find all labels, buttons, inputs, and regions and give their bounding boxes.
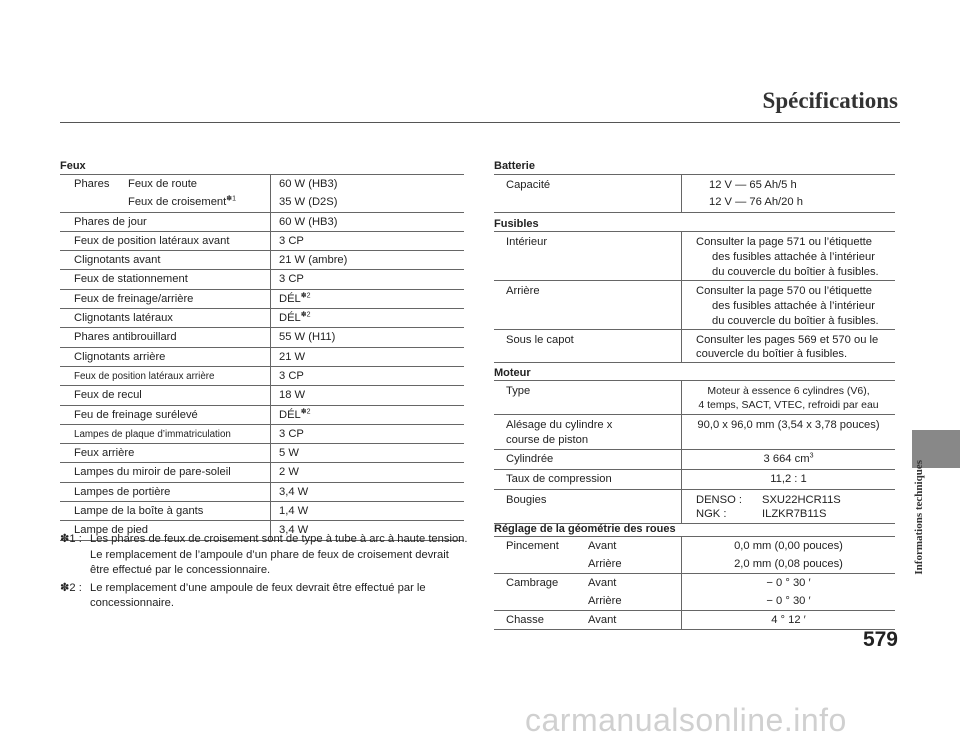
footnote-marker: ✽2	[300, 407, 311, 415]
spark-plug-brand: DENSO :	[696, 494, 743, 506]
row-sublabel: Avant	[588, 614, 617, 626]
row-value: $DÉL^{✽2}$	[279, 407, 311, 421]
row-label: Lampes de portière	[74, 485, 171, 498]
row-value: 3 CP	[279, 234, 304, 247]
footnote-text: Le remplacement d’une ampoule de feux devrait être effectué par le concessionnaire.	[90, 581, 426, 609]
footnote-marker: ✽2 :	[60, 581, 82, 594]
row-label: Lampe de pied	[74, 524, 149, 537]
row-value: 3,4 W	[279, 524, 309, 537]
row-label: Sous le capot	[506, 334, 574, 346]
row-label: Phares antibrouillard	[74, 331, 177, 344]
row-label: Lampes de plaque d’immatriculation	[74, 428, 231, 440]
title-divider	[60, 122, 900, 123]
row-label: Chasse	[506, 614, 544, 626]
row-value: 5 W	[279, 447, 299, 460]
table-row	[60, 386, 464, 405]
feux-heading: Feux	[60, 160, 86, 172]
geometrie-heading: Réglage de la géométrie des roues	[494, 523, 676, 535]
table-row	[494, 470, 895, 490]
row-value: 55 W (H11)	[279, 331, 336, 344]
row-value-line: Consulter les pages 569 et 570 ou le	[696, 334, 879, 346]
row-value: 1,4 W	[279, 505, 309, 518]
row-value-line: 4 temps, SACT, VTEC, refroidi par eau	[698, 399, 879, 411]
row-value: 3 CP	[279, 273, 304, 286]
footnote-text: Les phares de feux de croisement sont de type à tube à arc à haute tension. Le remplacement de l’ampoule d’un phare de feux de croisement devrait être effectué par le concessionnaire.	[90, 533, 468, 576]
table-row	[60, 348, 464, 367]
row-label: Type	[506, 385, 531, 397]
row-sublabel: Avant	[588, 577, 617, 589]
watermark: carmanualsonline.info	[525, 702, 847, 738]
table-row	[60, 502, 464, 521]
footnote	[60, 532, 470, 579]
table-row	[60, 483, 464, 502]
row-label: Feux arrière	[74, 447, 135, 460]
row-value-line: couvercle du boîtier à fusibles.	[696, 348, 848, 360]
footnote-marker: ✽1 :	[60, 533, 82, 545]
row-value: 2 W	[279, 466, 299, 479]
fusibles-table	[494, 231, 895, 363]
row-label: Cylindrée	[506, 453, 554, 465]
row-label: Arrière	[506, 285, 540, 297]
row-value-line: Moteur à essence 6 cylindres (V6),	[707, 385, 870, 397]
table-row	[60, 309, 464, 328]
table-row	[494, 555, 895, 574]
row-value: 4 ° 12 ′	[771, 614, 806, 626]
row-value: 3 CP	[279, 427, 304, 440]
row-value: 21 W	[279, 350, 306, 363]
row-label: Intérieur	[506, 236, 548, 248]
spark-plug-model: ILZKR7B11S	[762, 508, 827, 520]
row-value: − 0 ° 30 ′	[766, 595, 811, 607]
spark-plug-brand: NGK :	[696, 508, 727, 520]
row-value: − 0 ° 30 ′	[766, 577, 811, 589]
row-label: Feux de stationnement	[74, 273, 188, 286]
moteur-heading: Moteur	[494, 367, 531, 379]
table-row	[60, 444, 464, 463]
table-row	[494, 415, 895, 450]
row-value-line: Consulter la page 571 ou l’étiquette	[696, 236, 873, 248]
table-row	[60, 290, 464, 309]
batterie-heading: Batterie	[494, 160, 535, 172]
footnote-marker: ✽2	[300, 311, 311, 319]
row-label: Feux de position latéraux arrière	[74, 370, 215, 382]
row-label: Feux de recul	[74, 389, 142, 402]
table-row	[494, 232, 895, 281]
row-label-line: course de piston	[506, 434, 589, 446]
row-value: 3 664 $cm^3$	[763, 452, 814, 465]
table-row	[494, 330, 895, 362]
page-title: Spécifications	[762, 88, 898, 113]
row-value: 2,0 mm (0,08 pouces)	[734, 558, 843, 570]
row-label: Phares	[74, 178, 110, 190]
row-value: $DÉL^{✽2}$	[279, 311, 311, 325]
row-value: 60 W (HB3)	[279, 178, 338, 190]
superscript: 3	[809, 452, 814, 460]
row-value: 12 V — 65 Ah/5 h	[709, 179, 797, 191]
row-value: 21 W (ambre)	[279, 254, 348, 267]
footnote-marker: ✽1	[226, 195, 237, 203]
row-value-line: du couvercle du boîtier à fusibles.	[712, 266, 879, 278]
row-label-line: Alésage du cylindre x	[506, 419, 613, 431]
row-value: 60 W (HB3)	[279, 215, 338, 228]
feux-table	[60, 174, 464, 541]
row-value: 90,0 x 96,0 mm (3,54 x 3,78 pouces)	[697, 419, 880, 431]
row-label: Feux de position latéraux avant	[74, 234, 230, 247]
row-label: Capacité	[506, 179, 551, 191]
table-row	[494, 381, 895, 415]
row-sublabel: Arrière	[588, 595, 622, 607]
row-sublabel: Feux de route	[128, 178, 198, 190]
row-label: Cambrage	[506, 577, 559, 589]
row-label: Lampe de la boîte à gants	[74, 505, 204, 518]
table-row	[60, 328, 464, 347]
row-value-line: des fusibles attachée à l’intérieur	[712, 251, 875, 263]
row-value: 35 W (D2S)	[279, 196, 338, 209]
table-row	[494, 450, 895, 470]
table-row	[494, 175, 895, 212]
geometrie-table	[494, 536, 895, 630]
footnote	[60, 581, 470, 612]
row-label: Bougies	[506, 494, 547, 506]
table-row	[60, 232, 464, 251]
table-row	[60, 406, 464, 425]
row-value-line: du couvercle du boîtier à fusibles.	[712, 315, 879, 327]
row-sublabel: Feux de croisement$^{✽1}$	[128, 195, 237, 209]
table-row	[60, 193, 464, 212]
row-label: Clignotants arrière	[74, 350, 166, 363]
row-value-line: des fusibles attachée à l’intérieur	[712, 300, 875, 312]
row-value: 18 W	[279, 389, 306, 402]
table-row	[494, 537, 895, 555]
row-label: Pincement	[506, 540, 559, 552]
row-value-line: Consulter la page 570 ou l’étiquette	[696, 285, 873, 297]
table-row	[60, 425, 464, 444]
table-row	[60, 463, 464, 482]
table-row	[60, 213, 464, 232]
row-label: Feu de freinage surélevé	[74, 408, 198, 421]
table-row	[60, 367, 464, 386]
fusibles-heading: Fusibles	[494, 218, 539, 230]
table-row	[494, 281, 895, 330]
row-value: 11,2 : 1	[770, 473, 807, 485]
moteur-table	[494, 380, 895, 524]
table-row	[494, 611, 895, 629]
row-value: 3,4 W	[279, 485, 309, 498]
page-number: 579	[862, 628, 898, 651]
row-label: Feux de freinage/arrière	[74, 292, 194, 305]
side-section-label: Informations techniques	[913, 460, 925, 575]
table-row	[494, 490, 895, 523]
row-label: Clignotants latéraux	[74, 312, 173, 325]
row-value: $DÉL^{✽2}$	[279, 292, 311, 305]
table-row	[60, 270, 464, 289]
row-label: Phares de jour	[74, 215, 147, 228]
row-sublabel: Arrière	[588, 558, 622, 570]
row-sublabel: Avant	[588, 540, 617, 552]
table-row	[60, 175, 464, 193]
footnotes	[60, 532, 470, 614]
row-label: Lampes du miroir de pare-soleil	[74, 466, 231, 479]
table-row	[60, 251, 464, 270]
batterie-table	[494, 174, 895, 213]
footnote-marker: ✽2	[300, 292, 311, 300]
row-value: 12 V — 76 Ah/20 h	[709, 196, 803, 208]
row-value: 3 CP	[279, 369, 304, 382]
spark-plug-model: SXU22HCR11S	[762, 494, 841, 506]
table-row	[494, 574, 895, 592]
table-row	[494, 592, 895, 611]
row-label: Taux de compression	[506, 473, 612, 485]
row-label: Clignotants avant	[74, 254, 161, 267]
row-value: 0,0 mm (0,00 pouces)	[734, 540, 843, 552]
